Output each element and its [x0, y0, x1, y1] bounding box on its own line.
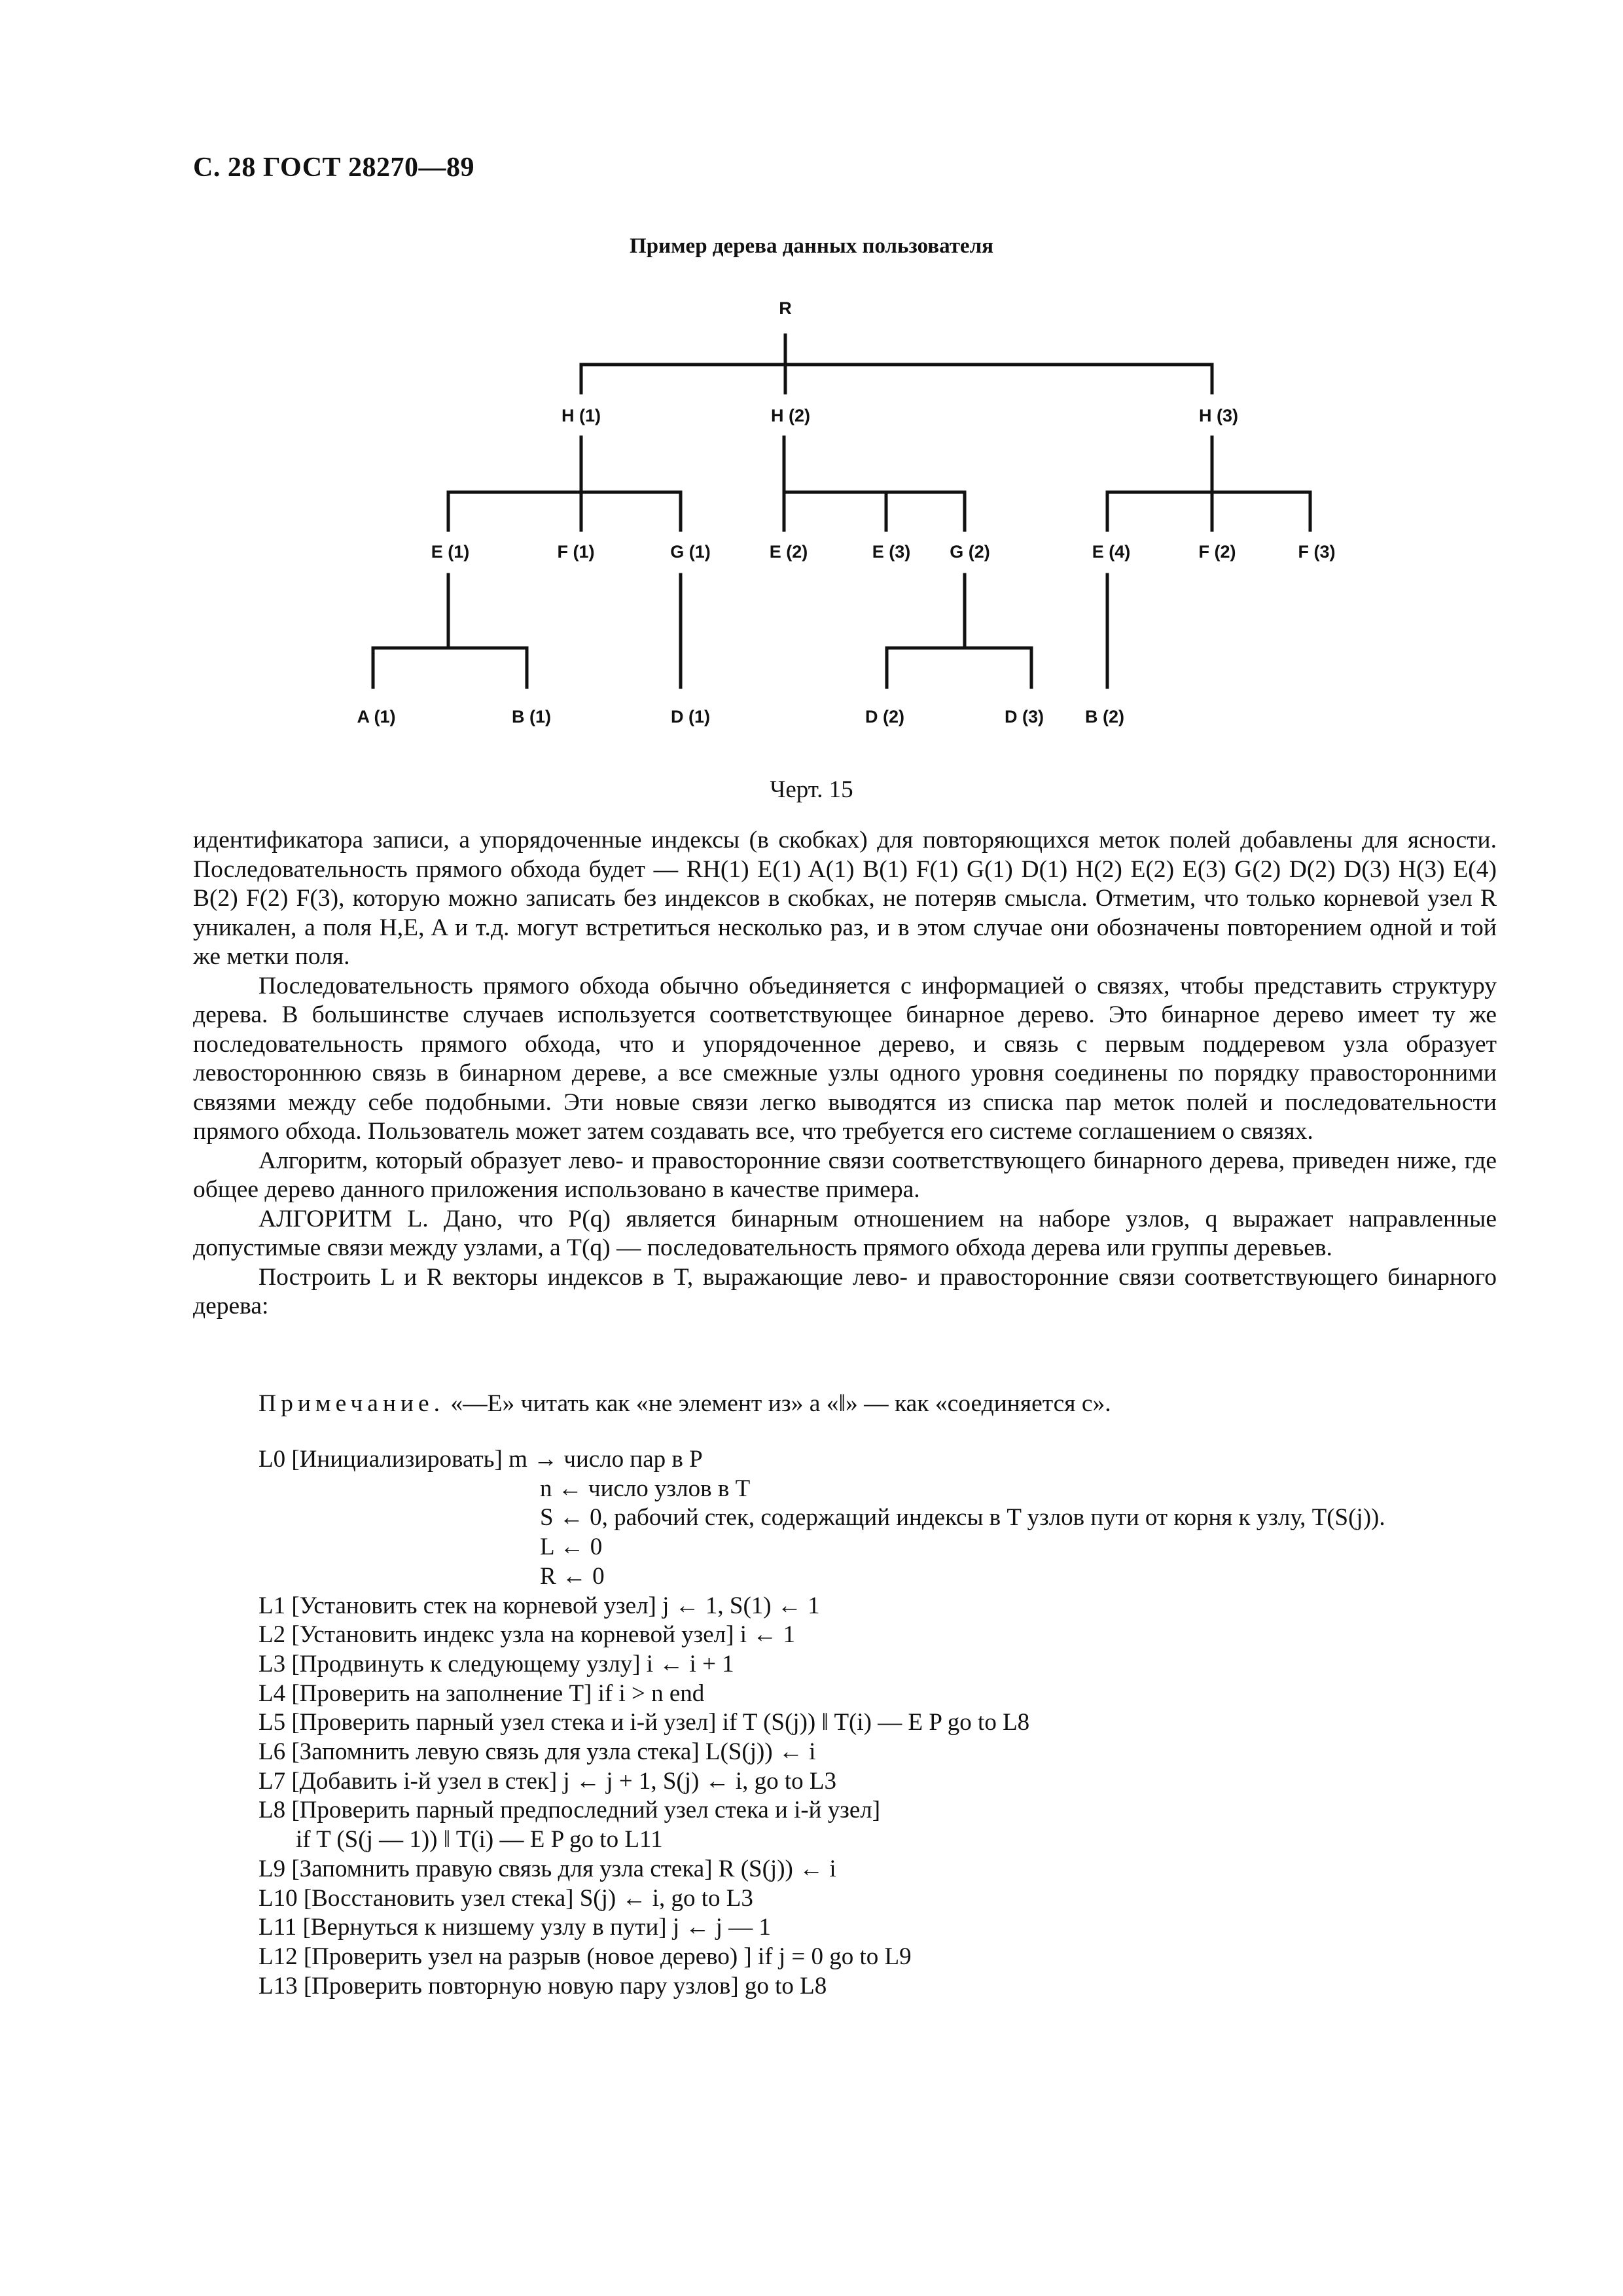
note-text: «—E» читать как «не элемент из» а «‖» — как «соединяется с».: [444, 1390, 1111, 1417]
node-E2: E (2): [769, 542, 808, 562]
algorithm-step: L1 [Установить стек на корневой узел] j ← 1, S(1) ← 1: [259, 1592, 820, 1619]
algorithm-step: L8 [Проверить парный предпоследний узел стека и i-й узел]: [259, 1797, 881, 1824]
body-text: [193, 826, 1497, 1321]
algorithm-step: L5 [Проверить парный узел стека и i-й узел] if T (S(j)) ‖ T(i) — E P go to L8: [259, 1709, 1030, 1736]
algorithm-step: S ← 0, рабочий стек, содержащий индексы в T узлов пути от корня к узлу, T(S(j)).: [540, 1504, 1385, 1532]
algorithm-step: L ← 0: [540, 1534, 603, 1561]
node-R: R: [779, 298, 792, 318]
node-E3: E (3): [872, 542, 911, 562]
paragraph: Построить L и R векторы индексов в T, выражающие лево- и правосторонние связи соответствующего бинарного дерева:: [193, 1263, 1497, 1319]
figure-title: Пример дерева данных пользователя: [630, 234, 993, 258]
node-H3: H (3): [1199, 406, 1238, 425]
paragraph: Последовательность прямого обхода обычно объединяется с информацией о связях, чтобы представить структуру дерева. В большинстве случаев используется соответствующее бинарное дерево. Это бинарное дерево имеет ту же последовательность прямого обхода, что и упорядоченное дерево, и связь с первым поддеревом узла образует левостороннюю связь в бинарном дереве, а все смежные узлы одного уровня соединены по порядку правосторонними связями между себе подобными. Эти новые связи легко выводятся из списка пар меток полей и последовательности прямого обхода. Пользователь может затем создавать все, что требуется его системе соглашением о связях.: [193, 972, 1497, 1145]
paragraph: Алгоритм, который образует лево- и правосторонние связи соответствующего бинарного дерева, приведен ниже, где общее дерево данного приложения использовано в качестве примера.: [193, 1147, 1497, 1203]
node-F1: F (1): [557, 542, 595, 562]
algorithm-step: L4 [Проверить на заполнение T] if i > n end: [259, 1679, 705, 1707]
algorithm-step: L12 [Проверить узел на разрыв (новое дерево) ] if j = 0 go to L9: [259, 1943, 912, 1970]
algorithm-step: n ← число узлов в T: [540, 1475, 751, 1502]
algorithm-step: L9 [Запомнить правую связь для узла стека] R (S(j)) ← i: [259, 1855, 836, 1882]
node-B2: B (2): [1085, 707, 1124, 726]
node-D3: D (3): [1005, 707, 1044, 726]
node-E1: E (1): [431, 542, 470, 562]
node-D2: D (2): [865, 707, 904, 726]
node-F2: F (2): [1198, 542, 1236, 562]
algorithm-step: L6 [Запомнить левую связь для узла стека] L(S(j)) ← i: [259, 1738, 816, 1766]
node-G1: G (1): [670, 542, 711, 562]
paragraph: АЛГОРИТМ L. Дано, что P(q) является бинарным отношением на наборе узлов, q выражает направленные допустимые связи между узлами, а T(q) — последовательность прямого обхода дерева или группы деревьев.: [193, 1205, 1497, 1261]
algorithm-step: L2 [Установить индекс узла на корневой узел] i ← 1: [259, 1621, 795, 1649]
note-label: Примечание.: [259, 1390, 445, 1417]
node-H2: H (2): [771, 406, 810, 425]
note: [259, 1390, 1111, 1418]
figure-caption: Черт. 15: [770, 776, 853, 803]
tree-diagram: [0, 281, 1623, 753]
node-D1: D (1): [671, 707, 710, 726]
algorithm-listing: [259, 1445, 1385, 2001]
paragraph: идентификатора записи, а упорядоченные индексы (в скобках) для повторяющихся меток полей добавлены для ясности. Последовательность прямого обхода будет — RH(1) E(1) A(1) B(1) F(1) G(1) D(1) H(2) E(2) E(3) G(2) D(2) D(3) H(3) E(4) B(2) F(2) F(3), которую можно записать без индексов в скобках, не потеряв смысла. Отметим, что только корневой узел R уникален, а поля H,E, A и т.д. могут встретиться несколько раз, и в этом случае они обозначены повторением одной и той же метки поля.: [193, 827, 1497, 970]
algorithm-step: R ← 0: [540, 1562, 605, 1590]
algorithm-step: L13 [Проверить повторную новую пару узлов] go to L8: [259, 1972, 827, 2000]
algorithm-step: L3 [Продвинуть к следующему узлу] i ← i + 1: [259, 1650, 734, 1677]
algorithm-step: L0 [Инициализировать] m → число пар в P: [259, 1446, 703, 1473]
node-F3: F (3): [1298, 542, 1336, 562]
algorithm-step: L10 [Восстановить узел стека] S(j) ← i, go to L3: [259, 1884, 753, 1912]
algorithm-step: if T (S(j — 1)) ‖ T(i) — E P go to L11: [296, 1826, 663, 1854]
node-E4: E (4): [1092, 542, 1131, 562]
node-G2: G (2): [950, 542, 990, 562]
algorithm-step: L7 [Добавить i-й узел в стек] j ← j + 1, S(j) ← i, go to L3: [259, 1767, 836, 1795]
node-A1: A (1): [357, 707, 396, 726]
algorithm-step: L11 [Вернуться к низшему узлу в пути] j ← j — 1: [259, 1914, 771, 1941]
node-H1: H (1): [562, 406, 601, 425]
node-B1: B (1): [512, 707, 551, 726]
page-header: С. 28 ГОСТ 28270—89: [193, 152, 475, 183]
